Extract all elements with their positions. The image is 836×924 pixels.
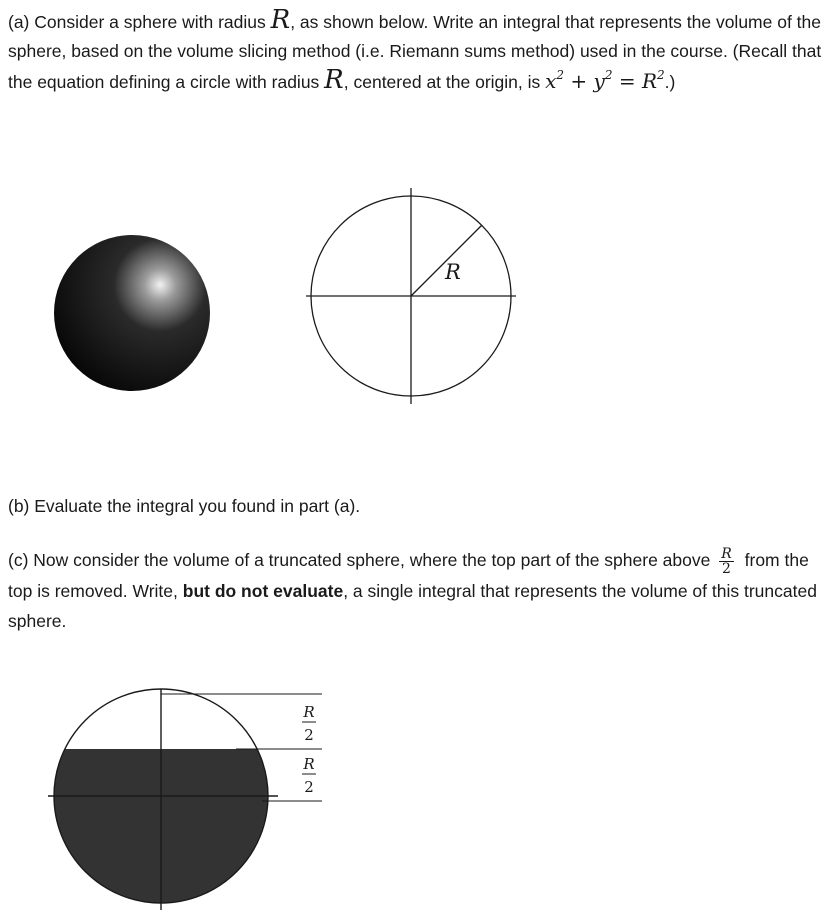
- svg-text:2: 2: [304, 726, 314, 744]
- radius-variable: R: [324, 65, 344, 95]
- circle-diagram: [306, 188, 516, 404]
- svg-text:R: R: [303, 703, 315, 721]
- part-a-text: (a) Consider a sphere with radius R, as shown below. Write an integral that represents the volume of the sphere, based on the volume slicing method (i.e. Riemann sums method) used in the course. (Recall that the equation defining a circle with radius R, centered at the origin, is $x^2 + y^2 = R^2$.): [8, 5, 822, 95]
- radius-label: R: [445, 260, 461, 284]
- truncated-region: [40, 749, 290, 909]
- svg-text:R: R: [303, 755, 315, 773]
- half-radius-label-upper: [302, 703, 316, 744]
- part-c-text: (c) Now consider the volume of a truncated sphere, where the top part of the sphere above $\frac{R}{2}$ from the top is removed. Write, but do not evaluate, a single integral that represents the volume of this truncated sphere.: [8, 545, 817, 631]
- truncated-sphere-diagram: [40, 689, 322, 910]
- circle-equation: $x^2 + y^2 = R^2$: [545, 68, 665, 93]
- half-radius-fraction: $\frac{R}{2}$: [721, 545, 732, 577]
- part-b-text: (b) Evaluate the integral you found in part (a).: [8, 496, 361, 516]
- radius-variable: R: [270, 5, 291, 35]
- svg-text:2: 2: [304, 778, 314, 796]
- sphere-illustration: [54, 235, 210, 391]
- half-radius-label-lower: [302, 755, 316, 796]
